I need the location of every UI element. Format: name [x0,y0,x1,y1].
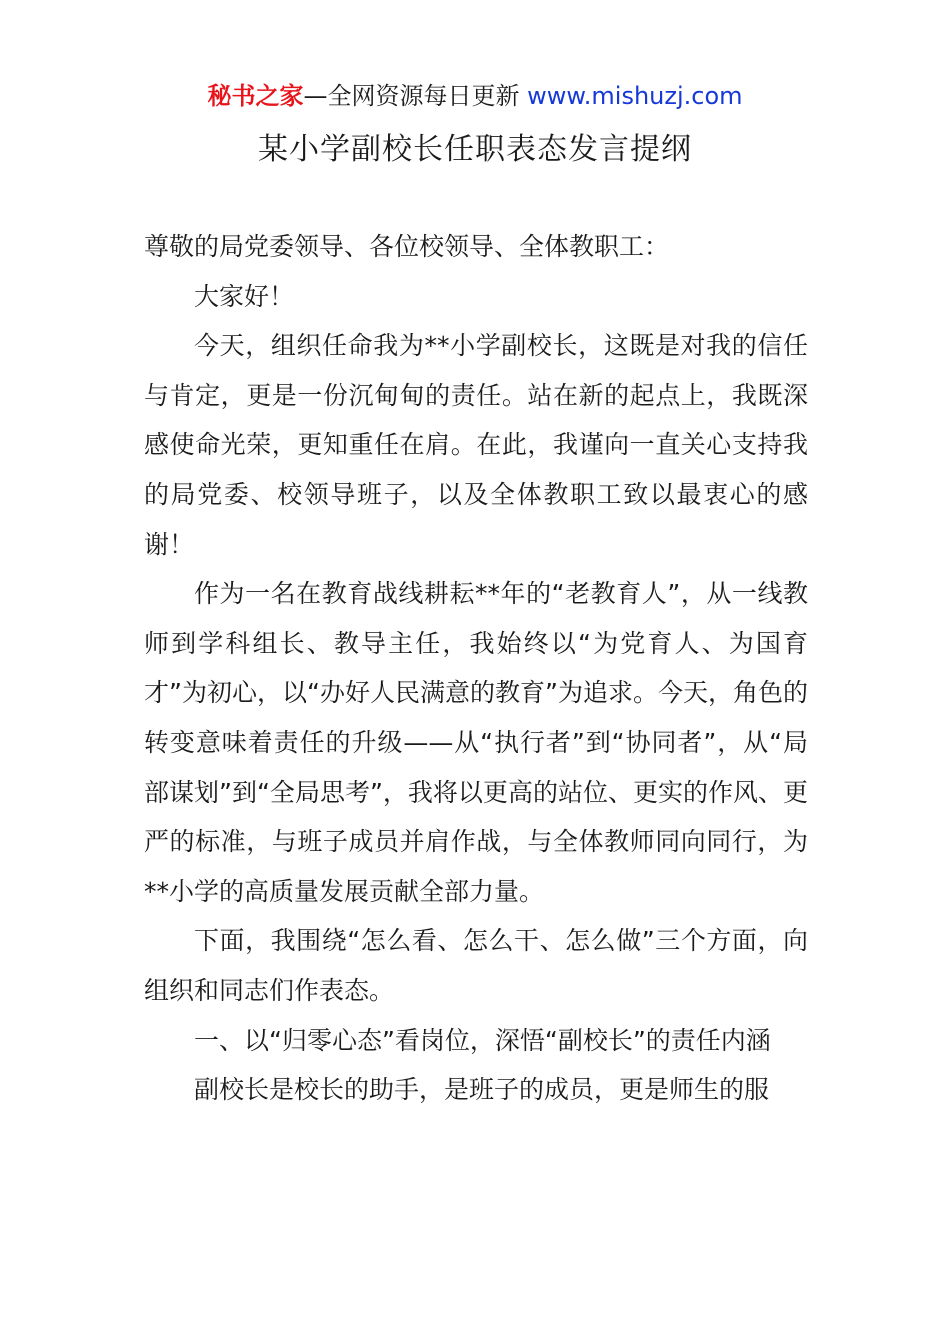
brand-name: 秘书之家 [207,82,304,110]
header-tagline: —全网资源每日更新 [303,82,520,110]
paragraph-appointment: 今天，组织任命我为**小学副校长，这既是对我的信任与肯定，更是一份沉甸甸的责任。站在新的起点上，我既深感使命光荣，更知重任在肩。在此，我谨向一直关心支持我的局党委、校领导班子，以及全体教职工致以最衷心的感谢！ [144,331,808,559]
section-heading-1: 一、以“归零心态”看岗位，深悟“副校长”的责任内涵 [194,1025,771,1055]
paragraph-background: 作为一名在教育战线耕耘**年的“老教育人”，从一线教师到学科组长、教导主任，我始终以“为党育人、为国育才”为初心，以“办好人民满意的教育”为追求。今天，角色的转变意味着责任的升级——从“执行者”到“协同者”，从“局部谋划”到“全局思考”，我将以更高的站位、更实的作风、更严的标准，与班子成员并肩作战，与全体教师同向同行，为**小学的高质量发展贡献全部力量。 [144,579,808,906]
salutation: 尊敬的局党委领导、各位校领导、全体教职工： [144,232,670,261]
document-body [144,222,808,1115]
greeting: 大家好！ [194,281,295,311]
paragraph-section-1: 副校长是校长的助手，是班子的成员，更是师生的服 [194,1075,770,1105]
document-title: 某小学副校长任职表态发言提纲 [258,132,692,167]
paragraph-outline: 下面，我围绕“怎么看、怎么干、怎么做”三个方面，向组织和同志们作表态。 [144,926,808,1005]
site-url-link[interactable]: www.mishuzj.com [527,82,743,110]
site-header [0,80,950,112]
